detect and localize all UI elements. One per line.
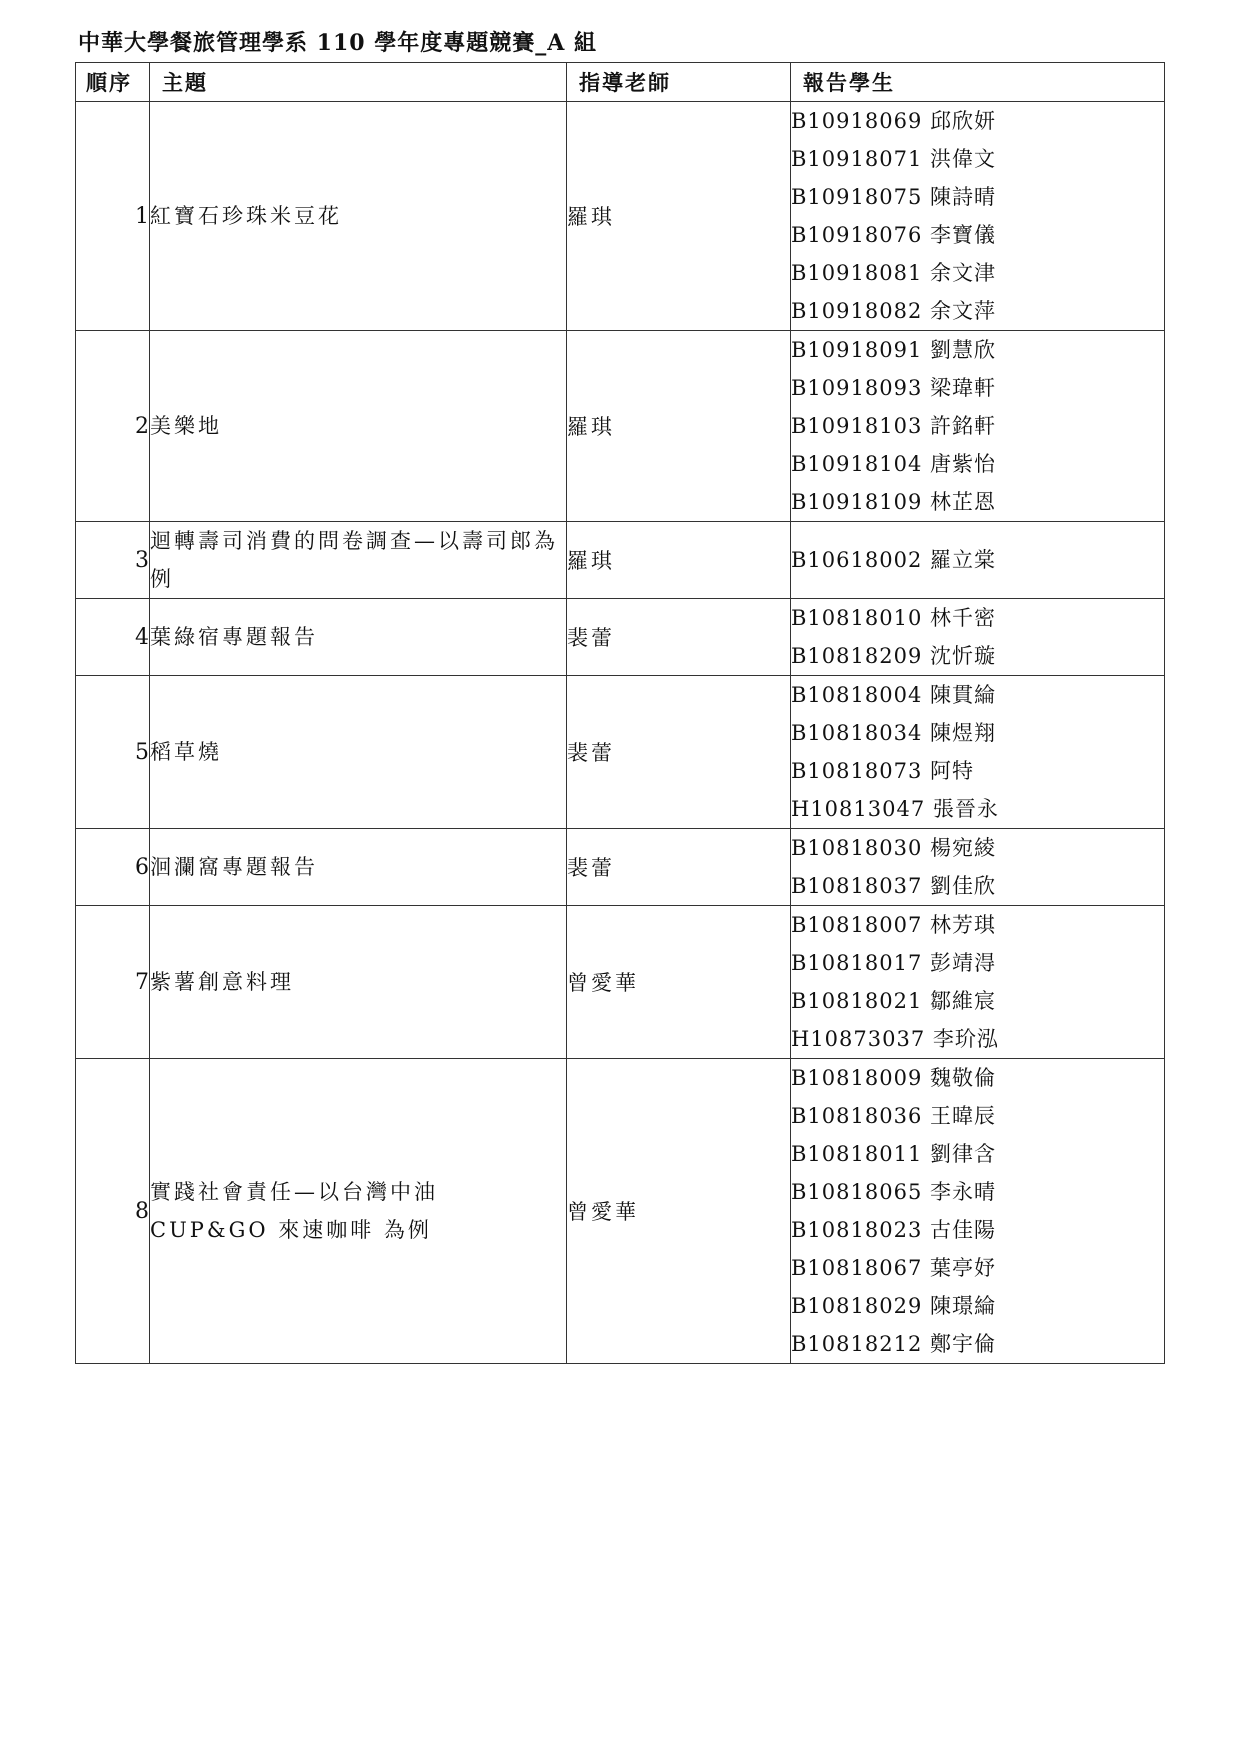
student-entry: B10818021 鄒維宸 <box>791 989 996 1013</box>
student-entry: B10818029 陳璟綸 <box>791 1294 996 1318</box>
teacher-cell: 曾愛華 <box>567 1059 791 1364</box>
topic-cell: 洄瀾窩專題報告 <box>150 829 567 906</box>
order-cell: 4 <box>76 599 150 676</box>
table-row <box>76 1059 1165 1364</box>
competition-roster-table <box>75 62 1165 1364</box>
order-cell: 1 <box>76 102 150 331</box>
header-topic: 主題 <box>150 63 567 102</box>
table-row <box>76 522 1165 599</box>
teacher-cell: 羅琪 <box>567 331 791 522</box>
student-entry: B10818009 魏敬倫 <box>791 1066 996 1090</box>
teacher-cell: 裴蕾 <box>567 599 791 676</box>
order-cell: 3 <box>76 522 150 599</box>
table-body <box>76 102 1165 1364</box>
student-entry: B10818010 林千密 <box>791 606 996 630</box>
student-entry: B10918076 李寶儀 <box>791 223 996 247</box>
students-cell <box>791 331 1165 522</box>
order-cell: 6 <box>76 829 150 906</box>
teacher-cell: 裴蕾 <box>567 829 791 906</box>
students-cell <box>791 676 1165 829</box>
student-entry: B10918103 許銘軒 <box>791 414 996 438</box>
student-entry: B10618002 羅立棠 <box>791 548 996 572</box>
student-entry: B10818037 劉佳欣 <box>791 874 996 898</box>
student-entry: H10813047 張晉永 <box>791 797 999 821</box>
table-header-row <box>76 63 1165 102</box>
student-entry: B10918104 唐紫怡 <box>791 452 996 476</box>
teacher-cell: 羅琪 <box>567 102 791 331</box>
topic-cell: 葉綠宿專題報告 <box>150 599 567 676</box>
header-teacher: 指導老師 <box>567 63 791 102</box>
order-cell: 8 <box>76 1059 150 1364</box>
table-row <box>76 676 1165 829</box>
page-title: 中華大學餐旅管理學系 110 學年度專題競賽_A 組 <box>78 30 597 56</box>
student-entry: B10818030 楊宛綾 <box>791 836 996 860</box>
student-entry: B10818004 陳貫綸 <box>791 683 996 707</box>
order-cell: 5 <box>76 676 150 829</box>
table-row <box>76 331 1165 522</box>
student-entry: H10873037 李玠泓 <box>791 1027 999 1051</box>
header-students: 報告學生 <box>791 63 1165 102</box>
students-cell <box>791 102 1165 331</box>
teacher-cell: 裴蕾 <box>567 676 791 829</box>
student-entry: B10918081 余文津 <box>791 261 996 285</box>
student-entry: B10818007 林芳琪 <box>791 913 996 937</box>
students-cell <box>791 1059 1165 1364</box>
topic-cell: 美樂地 <box>150 331 567 522</box>
topic-cell: 實踐社會責任—以台灣中油 CUP&GO 來速咖啡 為例 <box>150 1059 567 1364</box>
student-entry: B10918093 梁瑋軒 <box>791 376 996 400</box>
students-cell <box>791 522 1165 599</box>
table-row <box>76 829 1165 906</box>
topic-cell: 紅寶石珍珠米豆花 <box>150 102 567 331</box>
teacher-cell: 羅琪 <box>567 522 791 599</box>
student-entry: B10918082 余文萍 <box>791 299 996 323</box>
header-order: 順序 <box>76 63 150 102</box>
topic-cell: 紫薯創意料理 <box>150 906 567 1059</box>
students-cell <box>791 599 1165 676</box>
student-entry: B10818036 王暐辰 <box>791 1104 996 1128</box>
student-entry: B10818067 葉亭妤 <box>791 1256 996 1280</box>
student-entry: B10918069 邱欣妍 <box>791 109 996 133</box>
student-entry: B10818212 鄭宇倫 <box>791 1332 996 1356</box>
student-entry: B10918091 劉慧欣 <box>791 338 996 362</box>
student-entry: B10818023 古佳陽 <box>791 1218 996 1242</box>
student-entry: B10818209 沈忻璇 <box>791 644 996 668</box>
table-row <box>76 906 1165 1059</box>
student-entry: B10818073 阿特 <box>791 759 974 783</box>
student-entry: B10818017 彭靖淂 <box>791 951 996 975</box>
student-entry: B10918109 林芷恩 <box>791 490 996 514</box>
student-entry: B10818065 李永晴 <box>791 1180 996 1204</box>
student-entry: B10818034 陳煜翔 <box>791 721 996 745</box>
students-cell <box>791 829 1165 906</box>
topic-cell: 迴轉壽司消費的問卷調查—以壽司郎為例 <box>150 522 567 599</box>
teacher-cell: 曾愛華 <box>567 906 791 1059</box>
topic-cell: 稻草燒 <box>150 676 567 829</box>
student-entry: B10918071 洪偉文 <box>791 147 996 171</box>
table-row <box>76 102 1165 331</box>
order-cell: 2 <box>76 331 150 522</box>
table-row <box>76 599 1165 676</box>
student-entry: B10918075 陳詩晴 <box>791 185 996 209</box>
order-cell: 7 <box>76 906 150 1059</box>
student-entry: B10818011 劉律含 <box>791 1142 996 1166</box>
students-cell <box>791 906 1165 1059</box>
